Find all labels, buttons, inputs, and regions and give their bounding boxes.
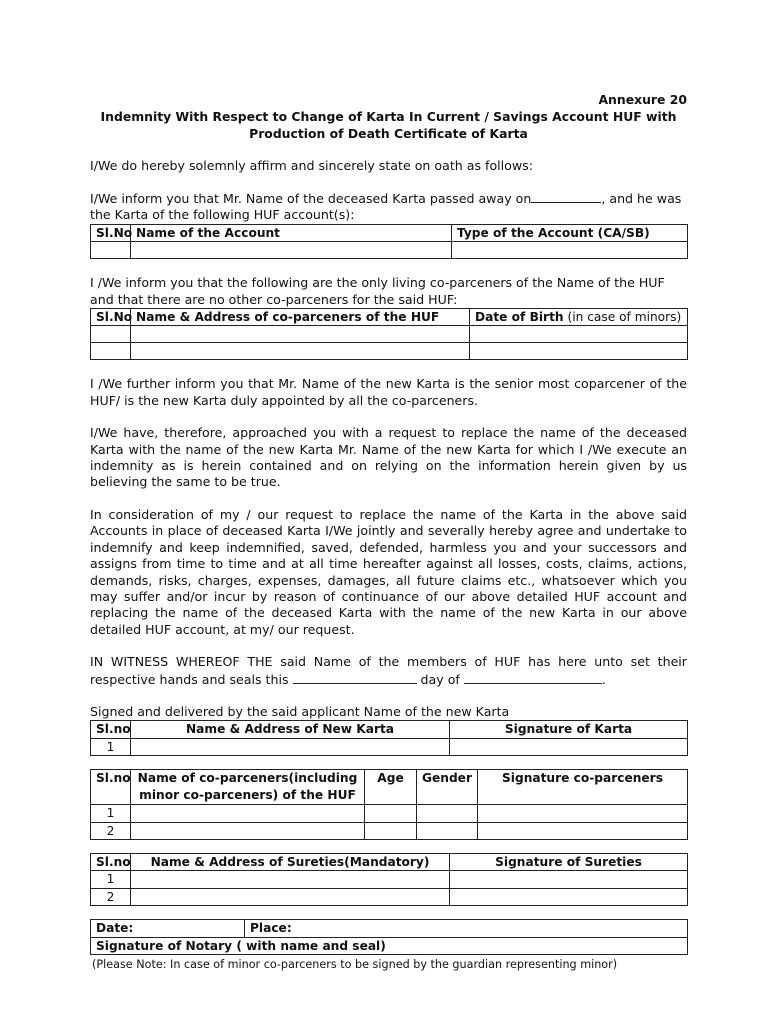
cop-sign-cell[interactable] (365, 805, 417, 822)
sureties-cell[interactable] (450, 888, 688, 905)
indemnity-document (90, 92, 687, 973)
accounts-header-name: Name of the Account (131, 224, 452, 241)
sureties-table (90, 853, 688, 906)
new-karta-header-slno: Sl.no (91, 721, 131, 738)
intro-statement: I/We do hereby solemnly affirm and sincerely state on oath as follows: (90, 157, 533, 173)
accounts-header-slno: Sl.No (91, 224, 131, 241)
sureties-cell[interactable] (450, 871, 688, 888)
paragraph-deceased-karta (90, 190, 687, 224)
sureties-header-name: Name & Address of Sureties(Mandatory) (131, 853, 450, 870)
cop-sign-row-number: 1 (91, 805, 131, 822)
accounts-cell[interactable] (131, 242, 452, 259)
coparceners-header-name: Name & Address of co-parceners of the HUF (131, 309, 470, 326)
coparceners-cell[interactable] (470, 326, 688, 343)
cop-sign-cell[interactable] (478, 822, 688, 839)
new-karta-cell[interactable] (131, 738, 450, 755)
annexure-number: Annexure 20 (598, 92, 687, 107)
coparceners-cell[interactable] (91, 343, 131, 360)
new-karta-table (90, 720, 688, 756)
date-of-death-blank[interactable] (531, 190, 601, 203)
paragraph-coparceners: I /We inform you that the following are the only living co-parceners of the Name of the HUF and that there are no other co-parceners for the said HUF: (90, 275, 665, 307)
accounts-header-type: Type of the Account (CA/SB) (452, 224, 688, 241)
place-field-label[interactable]: Place: (245, 920, 688, 937)
date-place-notary-table (90, 919, 688, 955)
paragraph-witness (90, 654, 687, 688)
paragraph-witness-text-end: . (601, 671, 606, 687)
witness-date-blank[interactable] (293, 671, 417, 684)
coparceners-cell[interactable] (91, 326, 131, 343)
coparceners-header-dob (470, 309, 688, 326)
cop-sign-header-gender: Gender (417, 770, 478, 805)
cop-sign-cell[interactable] (478, 805, 688, 822)
coparceners-cell[interactable] (131, 343, 470, 360)
sureties-cell[interactable] (131, 888, 450, 905)
coparceners-cell[interactable] (470, 343, 688, 360)
notary-signature-label[interactable]: Signature of Notary ( with name and seal) (91, 937, 688, 954)
paragraph-witness-text: IN WITNESS WHEREOF THE said Name of the members of HUF has here unto set their respective hands and seals this (90, 654, 687, 687)
coparceners-header-slno: Sl.No (91, 309, 131, 326)
date-field-label[interactable]: Date: (91, 920, 245, 937)
sureties-row-number: 2 (91, 888, 131, 905)
cop-sign-cell[interactable] (417, 805, 478, 822)
minor-guardian-note: (Please Note: In case of minor co-parceners to be signed by the guardian representing minor) (92, 958, 618, 971)
paragraph-request: I/We have, therefore, approached you with a request to replace the name of the deceased Karta with the name of the new Karta Mr. Name of the new Karta for which I /We execute an indemnity as is herein contained and on relying on the information herein given by us believing the same to be true. (90, 425, 687, 490)
sureties-row-number: 1 (91, 871, 131, 888)
cop-sign-row-number: 2 (91, 822, 131, 839)
coparceners-cell[interactable] (131, 326, 470, 343)
accounts-table (90, 224, 688, 259)
coparcener-signatures-table (90, 769, 688, 840)
paragraph-deceased-karta-text: I/We inform you that Mr. Name of the deceased Karta passed away on (90, 191, 532, 206)
new-karta-header-signature: Signature of Karta (450, 721, 688, 738)
coparceners-header-dob-note: (in case of minors) (563, 310, 682, 325)
cop-sign-cell[interactable] (417, 822, 478, 839)
paragraph-witness-text-mid: day of (416, 671, 464, 687)
coparceners-table (90, 308, 688, 360)
cop-sign-cell[interactable] (131, 805, 365, 822)
cop-sign-cell[interactable] (365, 822, 417, 839)
cop-sign-header-name: Name of co-parceners(including minor co-parceners) of the HUF (131, 770, 365, 805)
cop-sign-cell[interactable] (131, 822, 365, 839)
witness-month-blank[interactable] (464, 671, 602, 684)
new-karta-cell[interactable] (450, 738, 688, 755)
accounts-cell[interactable] (452, 242, 688, 259)
document-title: Indemnity With Respect to Change of Karta In Current / Savings Account HUF with Production of Death Certificate of Karta (100, 109, 677, 141)
sureties-header-slno: Sl.no (91, 853, 131, 870)
cop-sign-header-signature: Signature co-parceners (478, 770, 688, 805)
new-karta-header-name: Name & Address of New Karta (131, 721, 450, 738)
accounts-cell[interactable] (91, 242, 131, 259)
new-karta-row-number: 1 (91, 738, 131, 755)
sureties-cell[interactable] (131, 871, 450, 888)
cop-sign-header-slno: Sl.no (91, 770, 131, 805)
signed-delivered-line: Signed and delivered by the said applicant Name of the new Karta (90, 703, 510, 719)
sureties-header-signature: Signature of Sureties (450, 853, 688, 870)
paragraph-new-karta: I /We further inform you that Mr. Name of the new Karta is the senior most coparcener of the HUF/ is the new Karta duly appointed by all the co-parceners. (90, 376, 687, 408)
paragraph-deceased-karta-text-end: , and he was the Karta of the following HUF account(s): (90, 191, 682, 223)
coparceners-header-dob-label: Date of Birth (475, 310, 564, 325)
paragraph-indemnity: In consideration of my / our request to replace the name of the Karta in the above said Accounts in place of deceased Karta I/We jointly and severally hereby agree and undertake to indemnify and keep indemnified, saved, defended, harmless you and your successors and assigns from time to time and at all time hereafter against all losses, costs, claims, actions, demands, risks, charges, expenses, damages, all future claims etc., whatsoever which you may suffer and/or incur by reason of continuance of our above detailed HUF account and replacing the name of the deceased Karta with the name of the new Karta in our above detailed HUF account, at my/ our request. (90, 506, 687, 637)
cop-sign-header-age: Age (365, 770, 417, 805)
